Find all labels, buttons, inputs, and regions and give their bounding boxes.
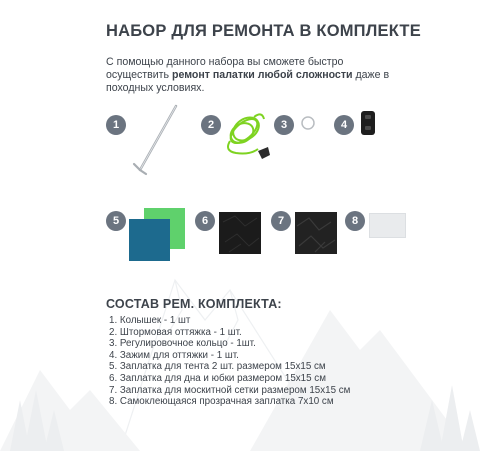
list-item: 4. Зажим для оттяжки - 1 шт. [109, 349, 239, 361]
adjusting-ring-icon [299, 115, 317, 131]
item-number-badge: 5 [106, 211, 126, 231]
list-item: 3. Регулировочное кольцо - 1шт. [109, 338, 256, 350]
item-number-badge: 3 [274, 115, 294, 135]
item-number-badge: 7 [271, 211, 291, 231]
item-number-badge: 6 [195, 211, 215, 231]
tent-peg-icon [130, 104, 184, 178]
intro-part1: С помощью данного набора вы сможете быстро осуществить [106, 56, 344, 81]
list-item: 5. Заплатка для тента 2 шт. размером 15х15 см [109, 361, 326, 373]
list-item: 8. Самоклеющаяся прозрачная заплатка 7х10 см [109, 396, 334, 408]
fabric-texture [219, 212, 261, 254]
intro-text [106, 56, 396, 95]
mesh-texture [295, 212, 337, 254]
kit-title: СОСТАВ РЕМ. КОМПЛЕКТА: [106, 297, 282, 311]
item-number-badge: 2 [201, 115, 221, 135]
kit-list [109, 315, 350, 408]
page-title: НАБОР ДЛЯ РЕМОНТА В КОМПЛЕКТЕ [106, 22, 421, 40]
rope-clamp-icon [358, 110, 378, 136]
list-item: 2. Штормовая оттяжка - 1 шт. [109, 326, 242, 338]
blue-patch-swatch [129, 219, 170, 261]
list-item: 6. Заплатка для дна и юбки размером 15х15 см [109, 372, 326, 384]
mesh-patch-swatch [295, 212, 337, 254]
floor-patch-swatch [219, 212, 261, 254]
intro-bold: ремонт палатки любой сложности [171, 69, 353, 81]
guy-rope-icon [220, 107, 276, 165]
list-item: 7. Заплатка для москитной сетки размером 15х15 см [109, 384, 351, 396]
item-number-badge: 4 [334, 115, 354, 135]
intro-part2: даже в походных условиях. [106, 69, 390, 94]
item-number-badge: 1 [106, 115, 126, 135]
list-item: 1. Колышек - 1 шт [109, 315, 191, 326]
transparent-patch-swatch [369, 213, 406, 238]
item-number-badge: 8 [345, 211, 365, 231]
